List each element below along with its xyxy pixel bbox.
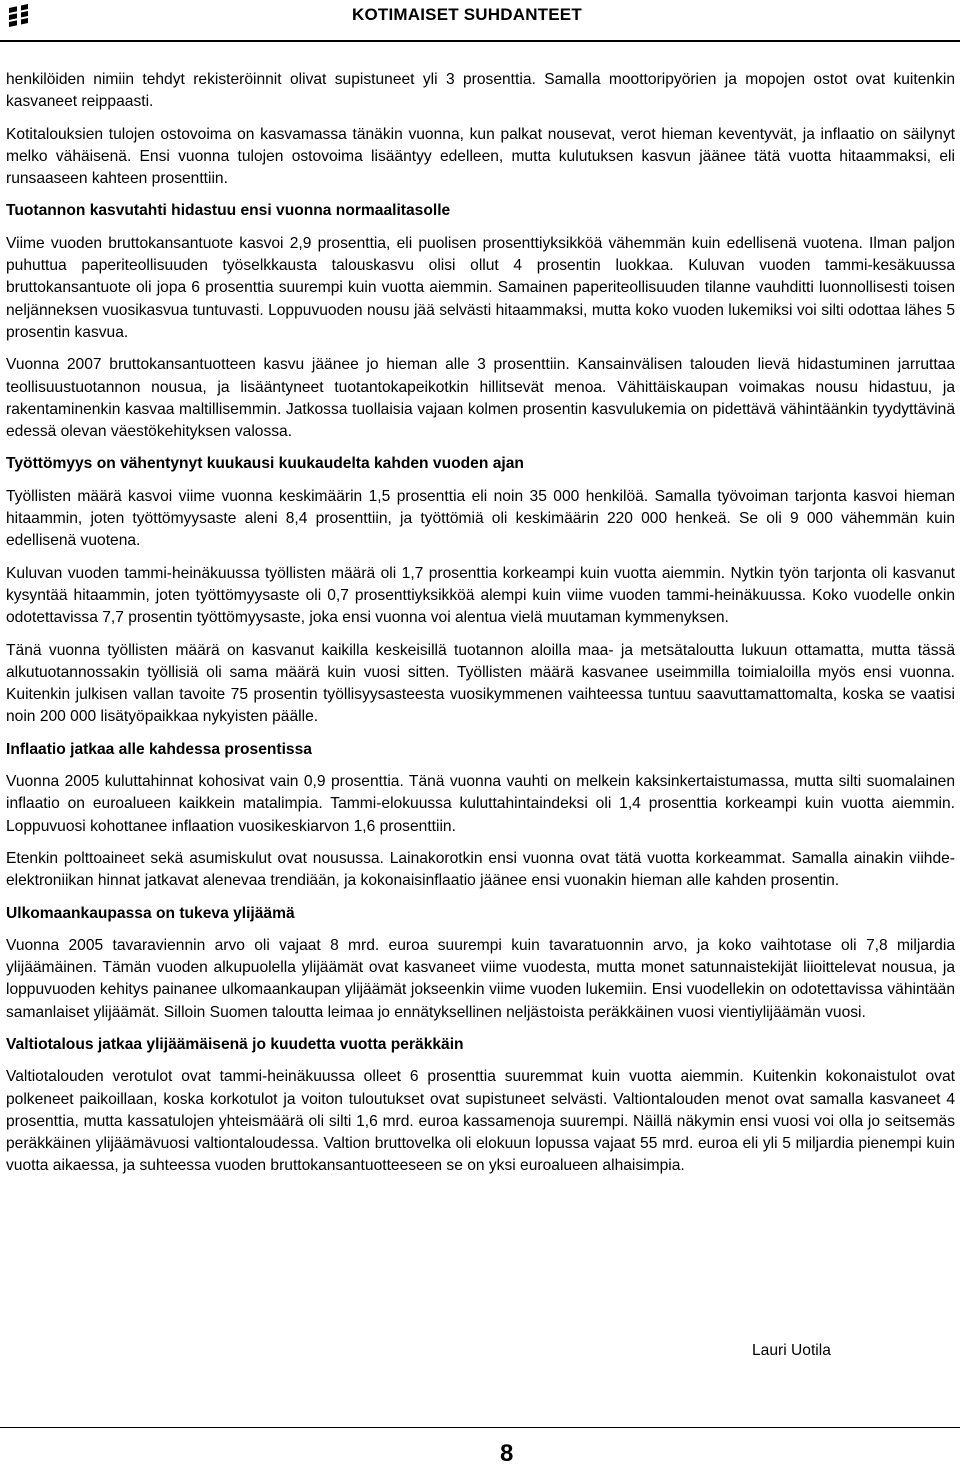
section-heading: Ulkomaankaupassa on tukeva ylijäämä (6, 904, 295, 922)
paragraph: Vuonna 2005 tavaraviennin arvo oli vajaat 8 mrd. euroa suurempi kuin tavaratuonnin arvo, ja koko vaihtotase oli 7,8 miljardia ylijäämäinen. Tämän vuoden alkupuolella ylijäämät ovat kasvaneet viime vuodesta, mutta monet satunnaistekijät liioittelevat nousua, ja loppuvuoden kehitys painanee ulkomaankaupan ylijäämät jokseenkin viime vuoden lukemiin. Ensi vuodellekin on odotettavissa vähintään samanlaiset ylijäämät. Silloin Suomen taloutta leimaa jo ennätyksellinen neljästoista peräkkäinen vuosi vientiylijäämän vuosi. (6, 936, 955, 1021)
footer-divider (0, 1427, 960, 1428)
section-title: KOTIMAISET SUHDANTEET (352, 5, 582, 24)
article-body (6, 69, 955, 1188)
page-number: 8 (500, 1440, 514, 1467)
paragraph: Kuluvan vuoden tammi-heinäkuussa työllisten määrä oli 1,7 prosenttia korkeampi kuin vuotta aiemmin. Nytkin työn tarjonta oli kasvanut kysyntää hitaammin, joten työttömyysaste oli 0,7 prosenttiyksikköä alempi kuin viime vuoden tammi-heinäkuussa. Koko vuodelle onkin odotettavissa 7,7 prosentin työttömyysaste, joka ensi vuonna voi alentua vielä muutaman kymmenyksen. (6, 564, 955, 627)
section-heading: Valtiotalous jatkaa ylijäämäisenä jo kuudetta vuotta peräkkäin (6, 1035, 464, 1053)
paragraph: henkilöiden nimiin tehdyt rekisteröinnit olivat supistuneet yli 3 prosenttia. Samalla moottoripyörien ja mopojen ostot ovat kuitenkin kasvaneet reippaasti. (6, 71, 955, 111)
section-heading: Inflaatio jatkaa alle kahdessa prosentissa (6, 740, 312, 758)
header-divider (0, 40, 960, 42)
publisher-logo-icon (6, 2, 32, 28)
paragraph: Työllisten määrä kasvoi viime vuonna keskimäärin 1,5 prosenttia eli noin 35 000 henkilöä. Samalla työvoiman tarjonta kasvoi hieman hitaammin, joten työttömyysaste aleni 8,4 prosenttiin, ja työttömiä oli keskimäärin 220 000 henkeä. Se oli 9 000 vähemmän kuin edellisenä vuotena. (6, 487, 955, 550)
paragraph: Tänä vuonna työllisten määrä on kasvanut kaikilla keskeisillä tuotannon aloilla maa- ja metsätaloutta lukuun ottamatta, mutta tässä alkutuotannossakin työllisiä oli sama määrä kuin vuosi sitten. Työllisten määrä kasvanee useimmilla toimialoilla myös ensi vuonna. Kuitenkin julkisen vallan tavoite 75 prosentin työllisyysasteesta vuosikymmenen vaihteessa tuntuu saavuttamattomalta, koska se vaatisi noin 200 000 lisätyöpaikkaa nykyisten päälle. (6, 641, 955, 726)
paragraph: Kotitalouksien tulojen ostovoima on kasvamassa tänäkin vuonna, kun palkat nousevat, verot hieman keventyvät, ja inflaatio on säilynyt melko vähäisenä. Ensi vuonna tulojen ostovoima lisääntyy edelleen, mutta kulutuksen kasvun jäänee tätä vuotta hitaammaksi, eli runsaaseen kahteen prosenttiin. (6, 125, 955, 188)
page-header (0, 0, 960, 44)
section-heading: Työttömyys on vähentynyt kuukausi kuukaudelta kahden vuoden ajan (6, 455, 524, 473)
paragraph: Etenkin polttoaineet sekä asumiskulut ovat nousussa. Lainakorotkin ensi vuonna ovat tätä vuotta korkeammat. Samalla ainakin viihde-elektroniikan hinnat jatkavat alenevaa trendiään, ja kokonaisinflaatio jäänee ensi vuonakin hieman alle kahden prosentin. (6, 849, 955, 890)
paragraph: Valtiotalouden verotulot ovat tammi-heinäkuussa olleet 6 prosenttia suuremmat kuin vuotta aiemmin. Kuitenkin kokonaistulot ovat polkeneet paikoillaan, koska korkotulot ja voiton tuloutukset ovat supistuneet selvästi. Valtiontalouden menot ovat samalla kasvaneet 4 prosenttia, mutta kassatulojen yhteismäärä oli silti 1,6 mrd. euroa kassamenoja suurempi. Näillä näkymin ensi vuosi voi olla jo seitsemäs peräkkäinen ylijäämävuosi valtiontaloudessa. Valtion bruttovelka oli elokuun lopussa vajaat 55 mrd. euroa eli yli 5 miljardia pienempi kuin vuotta aikaessa, ja suhteessa vuoden bruttokansantuotteeseen se on yksi euroalueen alhaisimpia. (6, 1068, 955, 1175)
paragraph: Vuonna 2005 kuluttahinnat kohosivat vain 0,9 prosenttia. Tänä vuonna vauhti on melkein kaksinkertaistumassa, mutta silti suomalainen inflaatio on euroalueen kaikkein matalimpia. Tammi-elokuussa kuluttahintaindeksi oli 1,4 prosenttia korkeampi kuin vuotta aiemmin. Loppuvuosi kohottanee inflaation vuosikeskiarvon 1,6 prosenttiin. (6, 773, 955, 835)
author-signature: Lauri Uotila (752, 1342, 831, 1359)
paragraph: Viime vuoden bruttokansantuote kasvoi 2,9 prosenttia, eli puolisen prosenttiyksikköä vähemmän kuin edellisenä vuotena. Ilman paljon puhuttua paperiteollisuuden työselkkausta talouskasvu olisi ollut 4 prosentin luokkaa. Kuluvan vuoden tammi-kesäkuussa bruttokansantuote oli jopa 6 prosenttia suurempi kuin vuotta aiemmin. Samainen paperiteollisuuden tilanne vauhditti luonnollisesti toisen neljänneksen vuosikasvua tuntuvasti. Loppuvuoden nousu jää selvästi hitaammaksi, mutta koko vuoden lukemiksi voi silti odottaa lähes 5 prosentin kasvua. (6, 234, 955, 341)
paragraph: Vuonna 2007 bruttokansantuotteen kasvu jäänee jo hieman alle 3 prosenttiin. Kansainvälisen talouden lievä hidastuminen jarruttaa teollisuustuotannon nousua, ja lisääntyneet tuotantokapeikotkin hillitsevät menoa. Vähittäiskaupan voimakas nousu hidastuu, ja rakentaminenkin kasvaa maltillisemmin. Jatkossa tuollaisia vajaan kolmen prosentin kasvulukemia on pidettävä vähintäänkin tyydyttävinä edessä olevan väestökehityksen valossa. (6, 356, 955, 441)
section-heading: Tuotannon kasvutahti hidastuu ensi vuonna normaalitasolle (6, 202, 451, 220)
